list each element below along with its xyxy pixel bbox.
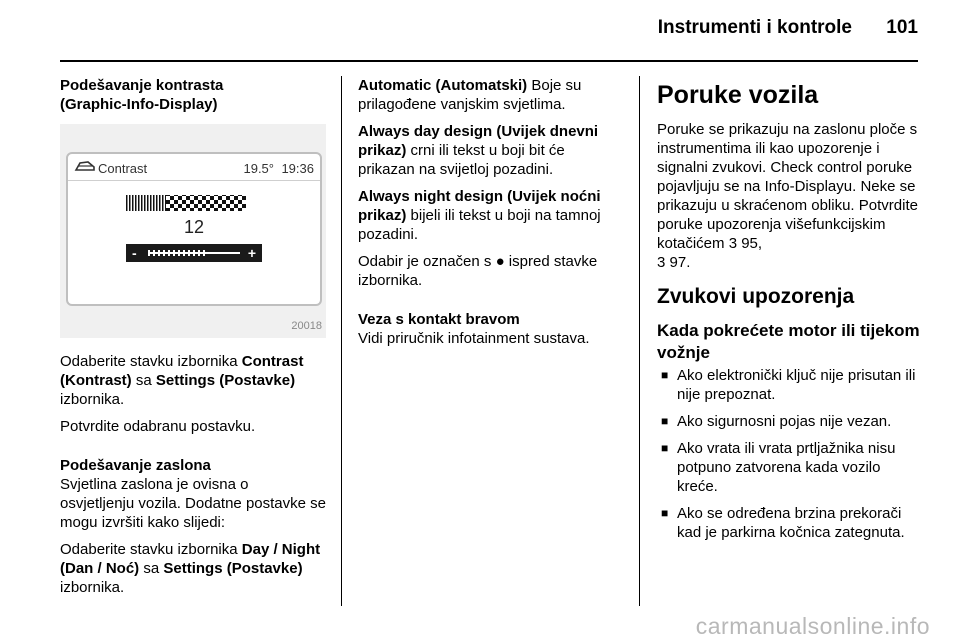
confirm-text: Potvrdite odabranu postavku. (60, 418, 256, 435)
bullet-square-icon: ■ (661, 441, 669, 455)
figure-number: 20018 (291, 320, 322, 332)
bullet-dot-icon: ● (495, 253, 505, 270)
running-title: Instrumenti i kontrole (657, 17, 852, 38)
page-header (0, 0, 960, 60)
bullet-square-icon: ■ (661, 414, 669, 428)
header-rule (60, 60, 918, 62)
contrast-heading: Podešavanje kontrasta (Graphic-Info-Display) (60, 77, 224, 113)
column-2 (358, 76, 624, 356)
minus-icon: - (132, 245, 137, 261)
contrast-pattern-bar (126, 192, 246, 214)
bullet-square-icon: ■ (661, 368, 669, 382)
contrast-instruction: Odaberite stavku izbornika Contrast (Kontrast) sa Settings (Postavke) izbornika. (60, 353, 304, 408)
selection-note: Odabir je označen s ● ispred stavke izbornika. (358, 253, 598, 289)
page-ref-95: 3 95, (728, 235, 763, 252)
slider-track (148, 252, 240, 254)
ignition-text: Vidi priručnik infotainment sustava. (358, 330, 590, 347)
night-design-option: Always night design (Uvijek noćni prikaz) bijeli ili tekst u boji na tamnoj pozadini. (358, 188, 601, 243)
watermark: carmanualsonline.info (695, 613, 930, 639)
display-label: Contrast (98, 161, 148, 176)
contrast-display-figure (60, 124, 326, 338)
list-item: ■ Ako vrata ili vrata prtljažnika nisu potpuno zatvorena kada vozilo kreće. (657, 439, 923, 496)
day-design-option: Always day design (Uvijek dnevni prikaz) crni ili tekst u boji bit će prikazan na svijetloj pozadini. (358, 123, 599, 178)
display-screen (66, 152, 322, 306)
warning-chimes-title: Zvukovi upozorenja (657, 285, 855, 308)
vehicle-messages-text: Poruke se prikazuju na zaslonu ploče s instrumentima ili kao upozorenje i signalni zvukovi. Check control poruke pojavljuju se na Info-Displayu. Neke se prikazuju u skraćenom obliku. Potvrdite poruke upozorenja višefunkcijskim kotačićem 3 95, 3 97. (657, 121, 918, 271)
list-item: ■ Ako se određena brzina prekorači kad je parkirna kočnica zategnuta. (657, 504, 923, 542)
display-brightness-text: Svjetlina zaslona je ovisna o osvjetljenju vozila. Dodatne postavke se mogu izvršiti kako slijedi: (60, 476, 326, 531)
automatic-option: Automatic (Automatski) Boje su prilagođene vanjskim svjetlima. (358, 77, 582, 113)
list-item: ■ Ako elektronički ključ nije prisutan ili nije prepoznat. (657, 366, 923, 404)
day-night-instruction: Odaberite stavku izbornika Day / Night (Dan / Noć) sa Settings (Postavke) izbornika. (60, 541, 321, 596)
vehicle-messages-title: Poruke vozila (657, 81, 819, 109)
bullet-square-icon: ■ (661, 506, 669, 520)
contrast-value: 12 (183, 217, 205, 237)
column-3 (657, 76, 923, 550)
engine-driving-subtitle: Kada pokrećete motor ili tijekom vožnje (657, 321, 920, 362)
car-icon (74, 159, 96, 173)
display-time: 19:36 (281, 161, 314, 176)
column-1 (60, 76, 326, 605)
column-divider-1 (341, 76, 342, 606)
display-status-bar (68, 154, 320, 181)
page-number: 101 (886, 17, 918, 38)
page-ref-97: 3 97. (657, 254, 691, 271)
contrast-slider (126, 244, 262, 262)
ignition-heading: Veza s kontakt bravom (358, 311, 520, 328)
display-settings-heading: Podešavanje zaslona (60, 457, 211, 474)
display-temperature: 19.5° (243, 161, 274, 176)
list-item: ■ Ako sigurnosni pojas nije vezan. (657, 412, 923, 431)
plus-icon: + (247, 245, 256, 261)
column-divider-2 (639, 76, 640, 606)
